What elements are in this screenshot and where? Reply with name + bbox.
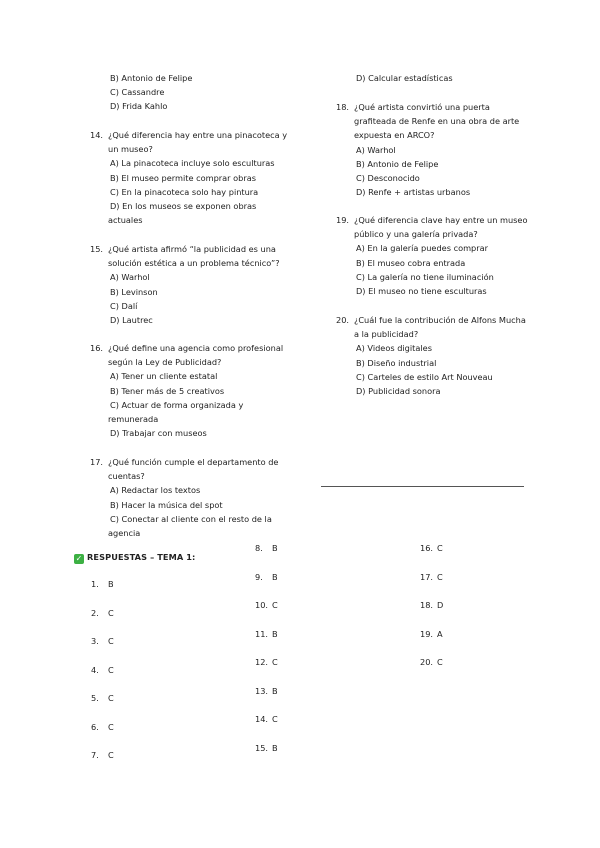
answer-number: 10.	[255, 600, 269, 610]
question-text: solución estética a un problema técnico”?	[108, 258, 280, 269]
answer-number: 17.	[420, 571, 434, 582]
answer-number: 19.	[420, 628, 434, 639]
option: A) Videos digitales	[356, 343, 432, 354]
answer-number: 15.	[255, 742, 269, 753]
answer-letter: C	[108, 693, 114, 703]
option: D) El museo no tiene esculturas	[356, 286, 487, 297]
question-text: un museo?	[108, 144, 153, 155]
option: A) Redactar los textos	[110, 485, 201, 496]
answer-letter: C	[108, 721, 114, 732]
answer-item	[420, 599, 443, 628]
answer-number: 9.	[255, 571, 263, 582]
option: remunerada	[108, 414, 159, 425]
divider	[321, 486, 524, 487]
question-text: según la Ley de Publicidad?	[108, 357, 222, 368]
question-18	[336, 100, 519, 199]
answer-letter: B	[108, 579, 114, 589]
answer-item	[255, 742, 278, 771]
question-number: 17.	[90, 457, 104, 467]
option: D) Lautrec	[110, 315, 153, 326]
question-number: 16.	[90, 343, 104, 353]
answer-item	[91, 749, 114, 778]
option: D) Publicidad sonora	[356, 386, 441, 397]
answer-letter: C	[108, 636, 114, 646]
answer-number: 7.	[91, 750, 99, 760]
question-text: grafiteada de Renfe en una obra de arte	[354, 116, 520, 127]
option: C) Dalí	[110, 300, 138, 311]
question-text: ¿Qué diferencia hay entre una pinacoteca y	[108, 130, 288, 140]
answer-item	[420, 571, 443, 600]
answer-item	[255, 599, 278, 628]
question-text: expuesta en ARCO?	[354, 130, 435, 141]
answer-number: 11.	[255, 628, 269, 639]
option: A) En la galería puedes comprar	[356, 243, 489, 254]
answer-letter: C	[108, 664, 114, 675]
option: C) Carteles de estilo Art Nouveau	[356, 371, 493, 382]
option: D) Calcular estadísticas	[356, 73, 453, 83]
answer-item	[255, 656, 278, 685]
answer-letter: B	[272, 571, 278, 582]
question-text: público y una galería privada?	[354, 229, 478, 240]
option: A) Warhol	[110, 272, 150, 283]
question-17	[90, 455, 278, 540]
option: agencia	[108, 528, 141, 539]
answer-number: 1.	[91, 579, 99, 589]
answers-heading	[74, 552, 195, 564]
option: D) Trabajar con museos	[110, 428, 207, 439]
answer-item	[91, 578, 114, 607]
option: B) Tener más de 5 creativos	[110, 385, 225, 396]
question-text: a la publicidad?	[354, 329, 419, 340]
question-16	[90, 341, 283, 440]
option: B) El museo cobra entrada	[356, 257, 466, 268]
answer-letter: B	[272, 628, 278, 639]
option: C) En la pinacoteca solo hay pintura	[110, 186, 259, 197]
answer-item	[255, 685, 278, 714]
answer-number: 20.	[420, 657, 434, 667]
answer-letter: B	[272, 543, 278, 553]
question-number: 14.	[90, 130, 104, 140]
question-text: ¿Qué diferencia clave hay entre un museo	[354, 215, 528, 225]
option: B) El museo permite comprar obras	[110, 172, 256, 183]
answer-item	[255, 571, 278, 600]
answers-heading-text: RESPUESTAS – TEMA 1:	[87, 552, 196, 562]
question-14	[90, 128, 287, 227]
answer-number: 13.	[255, 685, 269, 696]
option: B) Hacer la música del spot	[110, 499, 223, 510]
question-15	[90, 242, 280, 327]
q13-tail	[110, 71, 192, 114]
answer-number: 2.	[91, 607, 99, 618]
answer-item	[91, 721, 114, 750]
q17-tail	[356, 71, 453, 85]
question-text: ¿Qué define una agencia como profesional	[108, 343, 284, 353]
question-text: cuentas?	[108, 471, 145, 482]
option: C) La galería no tiene iluminación	[356, 271, 494, 282]
answer-number: 16.	[420, 543, 434, 553]
option: D) Renfe + artistas urbanos	[356, 187, 471, 198]
question-text: ¿Qué artista afirmó “la publicidad es una	[108, 244, 276, 254]
option: B) Diseño industrial	[356, 357, 437, 368]
answer-item	[91, 664, 114, 693]
answer-number: 14.	[255, 714, 269, 724]
option: C) Cassandre	[110, 87, 165, 98]
answers-col-2	[255, 542, 278, 770]
answer-number: 3.	[91, 636, 99, 646]
answers-col-1	[91, 578, 114, 778]
option: C) Desconocido	[356, 173, 420, 184]
answer-letter: C	[108, 750, 114, 760]
question-19	[336, 213, 527, 298]
question-number: 20.	[336, 315, 350, 325]
answer-letter: C	[437, 543, 443, 553]
answer-number: 12.	[255, 657, 269, 667]
question-number: 18.	[336, 102, 350, 112]
option: B) Antonio de Felipe	[110, 73, 193, 83]
answer-letter: C	[108, 607, 114, 618]
option: actuales	[108, 215, 143, 226]
answer-letter: A	[437, 628, 443, 639]
answer-item	[420, 628, 443, 657]
answer-item	[420, 542, 443, 571]
option: A) Warhol	[356, 144, 396, 155]
question-text: ¿Qué función cumple el departamento de	[108, 457, 279, 467]
question-number: 19.	[336, 215, 350, 225]
answer-letter: B	[272, 742, 278, 753]
option: A) Tener un cliente estatal	[110, 371, 218, 382]
option: D) Frida Kahlo	[110, 101, 168, 112]
answer-letter: C	[437, 571, 443, 582]
check-icon: ✓	[75, 554, 83, 563]
answer-letter: D	[437, 600, 444, 610]
answer-item	[91, 607, 114, 636]
option: B) Antonio de Felipe	[356, 158, 439, 169]
answer-number: 8.	[255, 543, 263, 553]
answer-item	[255, 713, 278, 742]
question-text: ¿Qué artista convirtió una puerta	[354, 102, 490, 112]
option: C) Conectar al cliente con el resto de la	[110, 513, 272, 524]
answer-letter: C	[272, 714, 278, 724]
answers-col-3	[420, 542, 443, 685]
answer-letter: C	[437, 657, 443, 667]
answer-item	[420, 656, 443, 685]
answer-item	[91, 692, 114, 721]
answer-letter: C	[272, 657, 278, 667]
answer-number: 5.	[91, 693, 99, 703]
question-number: 15.	[90, 244, 104, 254]
answer-letter: C	[272, 600, 278, 610]
option: B) Levinson	[110, 286, 158, 297]
answer-number: 4.	[91, 664, 99, 675]
answer-letter: B	[272, 685, 278, 696]
answer-number: 6.	[91, 721, 99, 732]
question-20	[336, 313, 526, 398]
answer-item	[255, 542, 278, 571]
answer-number: 18.	[420, 600, 434, 610]
answer-item	[91, 635, 114, 664]
option: D) En los museos se exponen obras	[110, 201, 257, 212]
option: C) Actuar de forma organizada y	[110, 399, 244, 410]
answer-item	[255, 628, 278, 657]
option: A) La pinacoteca incluye solo esculturas	[110, 158, 275, 169]
question-text: ¿Cuál fue la contribución de Alfons Mucha	[354, 315, 526, 325]
